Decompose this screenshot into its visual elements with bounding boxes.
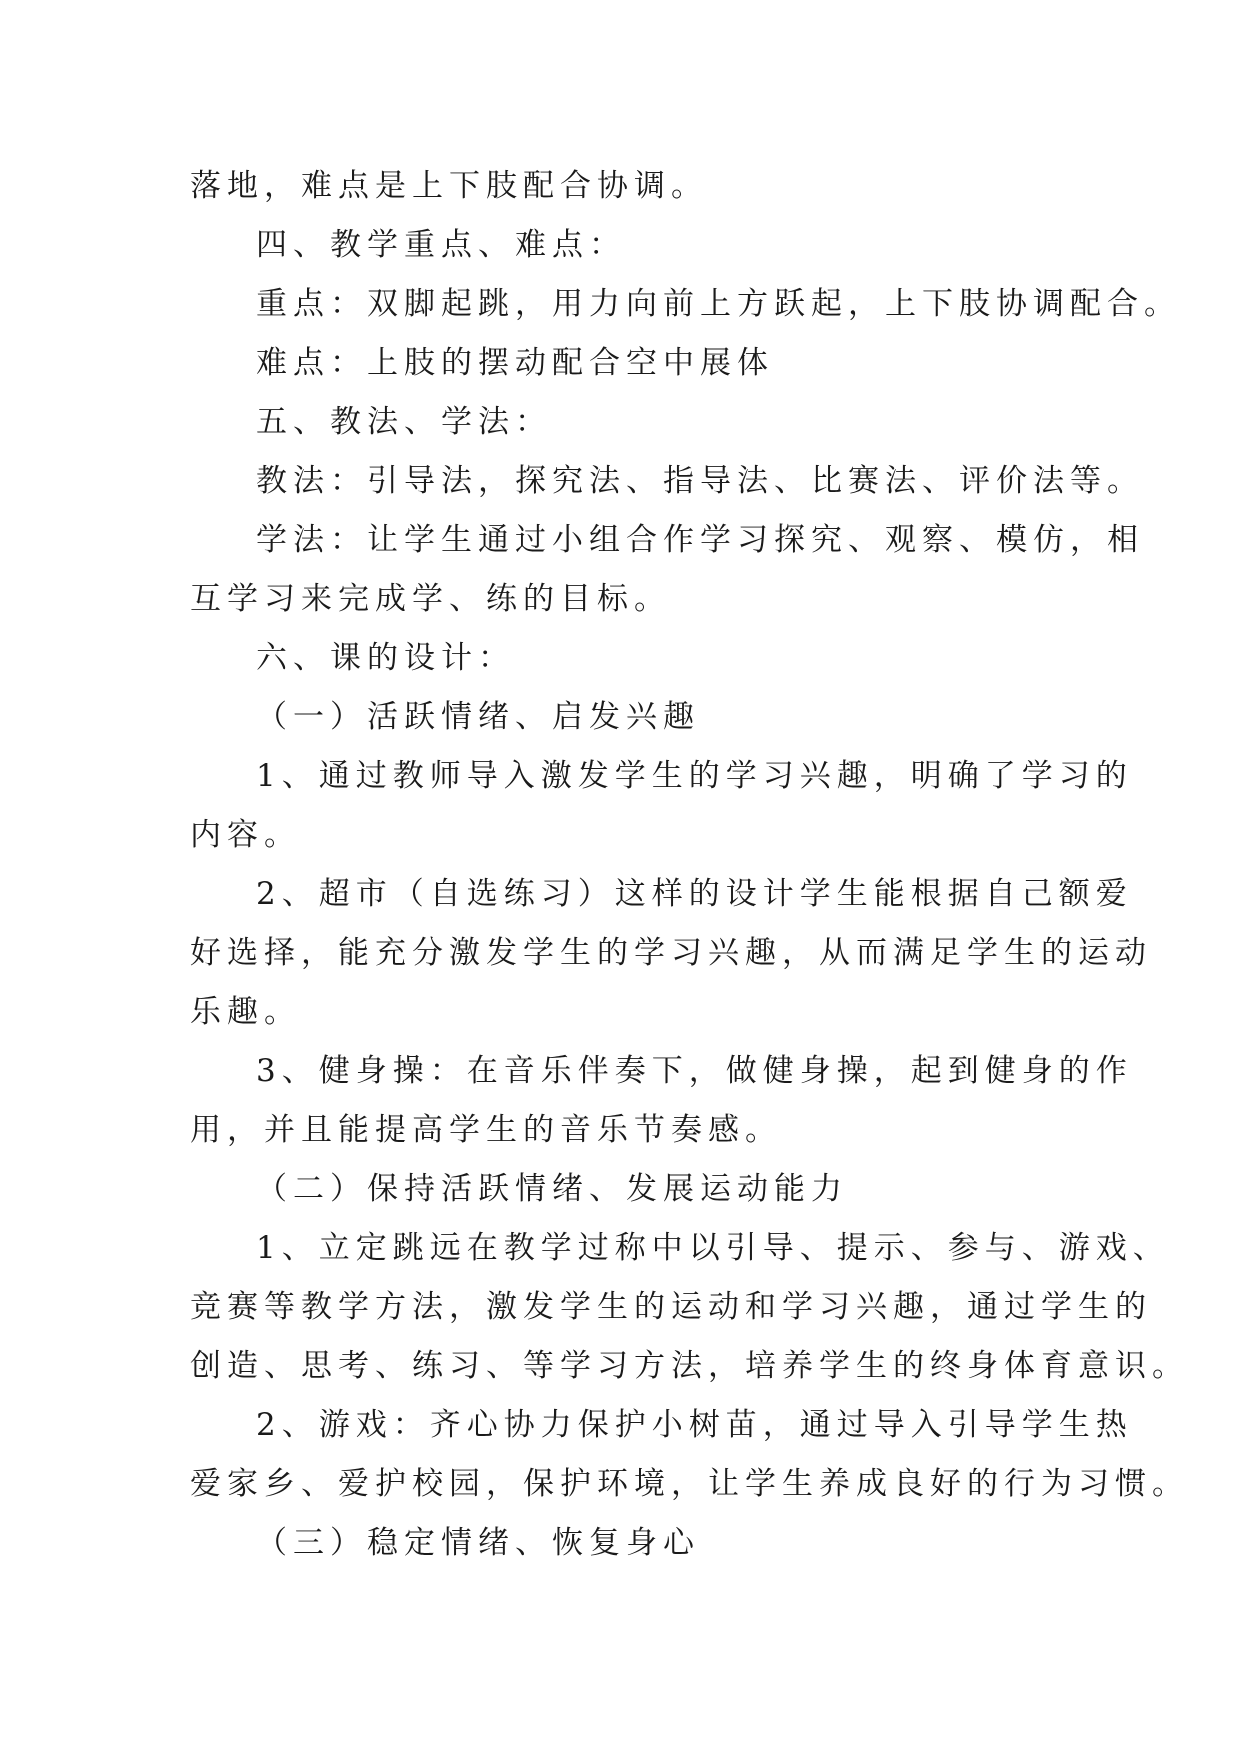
subsection-heading: （一）活跃情绪、启发兴趣 xyxy=(256,699,700,735)
text-line: 3、健身操：在音乐伴奏下，做健身操，起到健身的作 xyxy=(256,1053,1133,1089)
section-heading: 四、教学重点、难点： xyxy=(256,227,626,263)
document-page xyxy=(190,157,1189,1573)
text-line: 教法：引导法，探究法、指导法、比赛法、评价法等。 xyxy=(256,463,1144,499)
text-line: 爱家乡、爱护校园，保护环境，让学生养成良好的行为习惯。 xyxy=(190,1466,1189,1502)
section-heading: 五、教法、学法： xyxy=(256,404,552,440)
text-line: 创造、思考、练习、等学习方法，培养学生的终身体育意识。 xyxy=(190,1348,1189,1384)
text-line: 学法：让学生通过小组合作学习探究、观察、模仿，相 xyxy=(256,522,1144,558)
text-line: 2、游戏：齐心协力保护小树苗，通过导入引导学生热 xyxy=(256,1407,1133,1443)
subsection-heading: （二）保持活跃情绪、发展运动能力 xyxy=(256,1171,848,1207)
subsection-heading: （三）稳定情绪、恢复身心 xyxy=(256,1525,700,1561)
text-line: 难点：上肢的摆动配合空中展体 xyxy=(256,345,774,381)
text-line: 用，并且能提高学生的音乐节奏感。 xyxy=(190,1112,782,1148)
text-line: 好选择，能充分激发学生的学习兴趣，从而满足学生的运动 xyxy=(190,935,1152,971)
section-heading: 六、课的设计： xyxy=(256,640,515,676)
text-line: 乐趣。 xyxy=(190,994,301,1030)
text-line: 1、通过教师导入激发学生的学习兴趣，明确了学习的 xyxy=(256,758,1133,794)
text-line: 落地，难点是上下肢配合协调。 xyxy=(190,168,708,204)
text-line: 2、超市（自选练习）这样的设计学生能根据自己额爱 xyxy=(256,876,1133,912)
text-line: 重点：双脚起跳，用力向前上方跃起，上下肢协调配合。 xyxy=(256,286,1181,322)
text-line: 1、立定跳远在教学过称中以引导、提示、参与、游戏、 xyxy=(256,1230,1170,1266)
text-line: 竞赛等教学方法，激发学生的运动和学习兴趣，通过学生的 xyxy=(190,1289,1152,1325)
text-line: 互学习来完成学、练的目标。 xyxy=(190,581,671,617)
text-line: 内容。 xyxy=(190,817,301,853)
